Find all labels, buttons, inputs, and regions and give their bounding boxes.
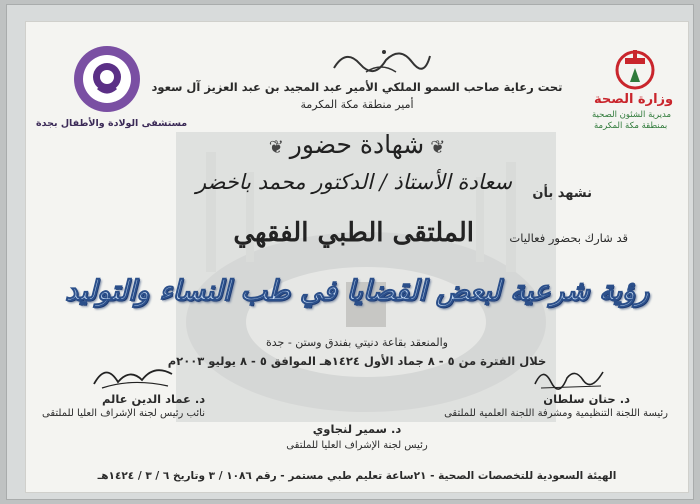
signature-2-title: رئيس لجنة الإشراف العليا للملتقى xyxy=(286,440,428,451)
ministry-name: وزارة الصحة xyxy=(594,92,674,107)
certificate-title-text: شهادة حضور xyxy=(289,130,425,159)
signature-mark xyxy=(531,362,611,392)
ornament-icon: ❦ xyxy=(430,137,446,158)
calligraphy-ornament xyxy=(326,42,436,78)
event-name: الملتقى الطبي الفقهي xyxy=(233,218,474,248)
participated-label: قد شارك بحضور فعاليات xyxy=(509,231,628,245)
certificate-paper xyxy=(25,21,689,493)
ministry-sub1: مديرية الشئون الصحية xyxy=(592,110,672,120)
event-theme: رؤية شرعية لبعض القضايا في طب النساء والتوليد xyxy=(65,274,649,307)
patronage-line1: تحت رعاية صاحب السمو الملكي الأمير عبد المجيد بن عبد العزيز آل سعود xyxy=(151,80,563,94)
signature-mark xyxy=(88,360,178,392)
recipient-name: سعادة الأستاذ / الدكتور محمد باخضر xyxy=(196,170,512,194)
accreditation-footer: الهيئة السعودية للتخصصات الصحية - ٢١ساعة تعليم طبي مستمر - رقم ١٠٨٦ / ٣ وتاريخ ٦ / ٣ / ١٤٢٤هـ xyxy=(97,470,617,482)
signature-1-title: رئيسة اللجنة التنظيمية ومشرفة اللجنة العلمية للملتقى xyxy=(444,408,668,419)
ornament-icon: ❦ xyxy=(268,137,284,158)
event-period: خلال الفترة من ٥ - ٨ جماد الأول ١٤٢٤هـ الموافق ٥ - ٨ يوليو ٢٠٠٣م xyxy=(167,354,547,368)
signature-3-name: د. عماد الدين عالم xyxy=(102,392,206,406)
left-logo-caption: مستشفى الولادة والأطفال بجدة xyxy=(36,118,188,129)
picture-frame xyxy=(6,4,694,500)
ministry-sub2: بمنطقة مكة المكرمة xyxy=(594,121,668,131)
signature-1-name: د. حنان سلطان xyxy=(543,392,630,406)
certificate-title xyxy=(26,130,688,159)
certify-label: نشهد بأن xyxy=(532,186,592,201)
signature-2-name: د. سمير لنجاوي xyxy=(312,422,402,436)
signature-3-title: نائب رئيس لجنة الإشراف العليا للملتقى xyxy=(42,408,205,419)
patronage-line2: أمير منطقة مكة المكرمة xyxy=(300,98,414,111)
event-venue: والمنعقد بقاعة دنيتي بفندق وستن - جدة xyxy=(265,336,448,349)
